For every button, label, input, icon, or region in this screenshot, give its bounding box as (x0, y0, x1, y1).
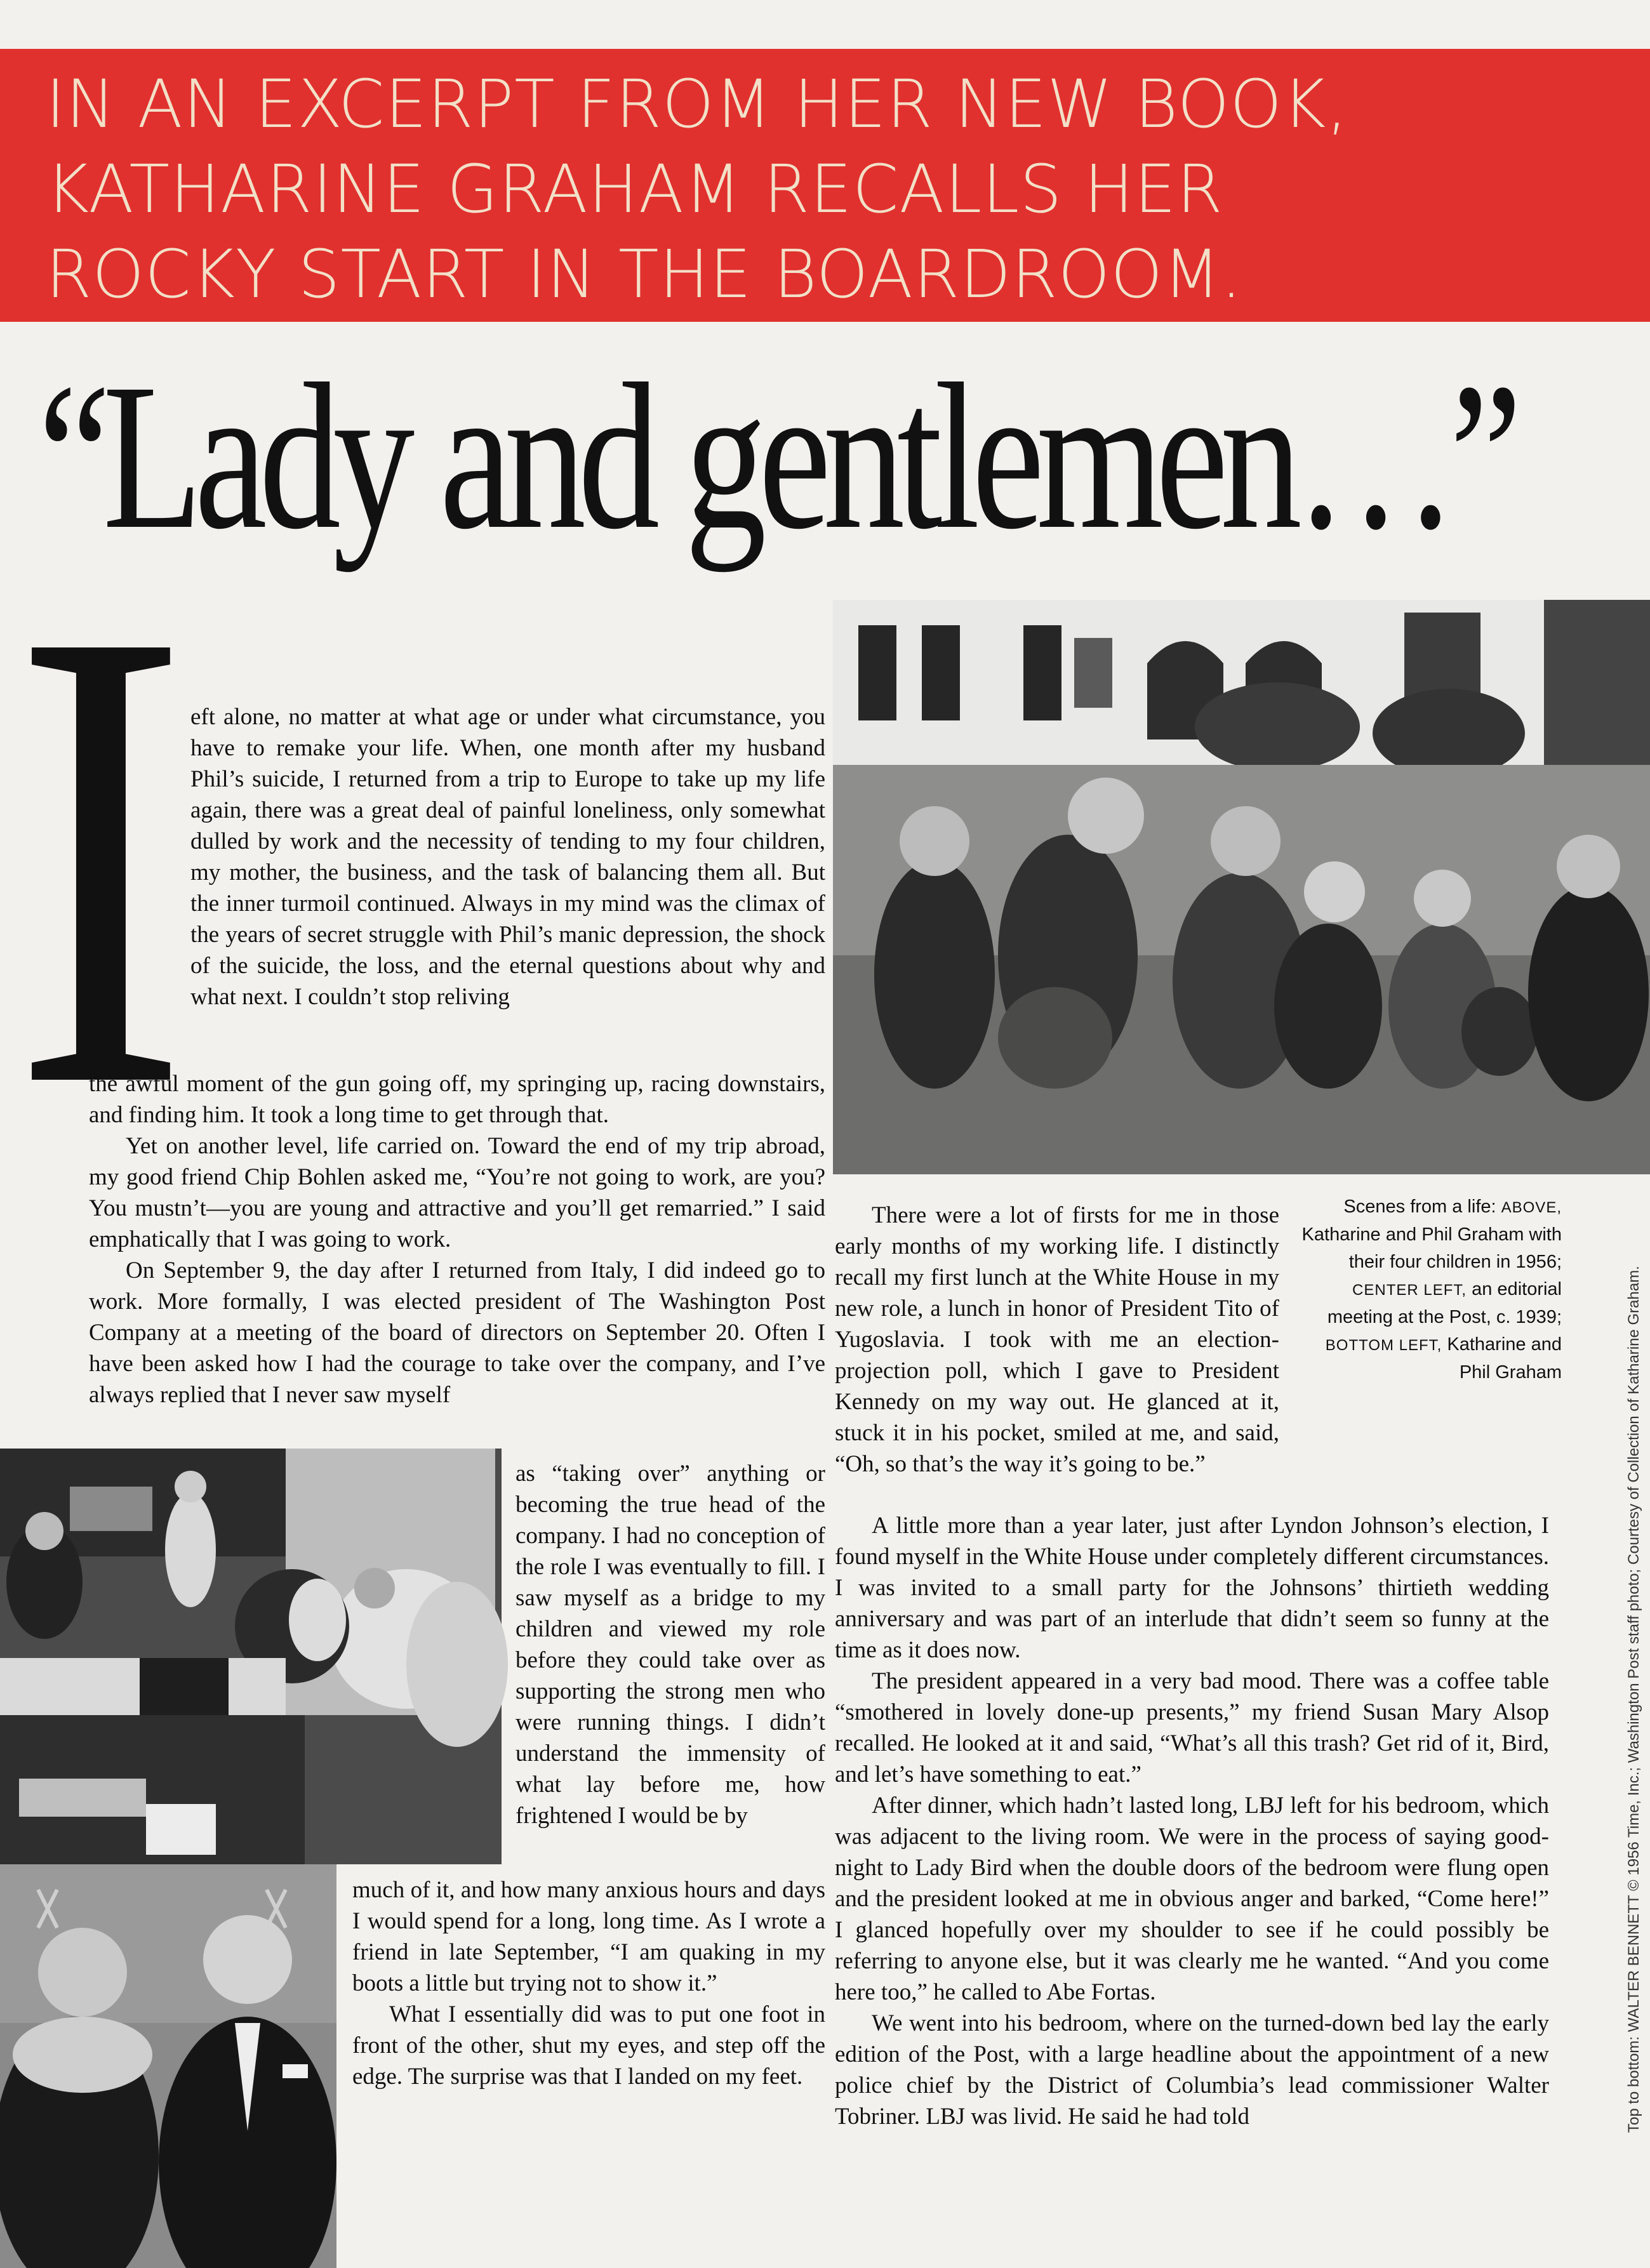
column-2-intro (835, 1200, 1279, 1480)
paragraph: There were a lot of firsts for me in those early months of my working life. I distinctly recall my first lunch at the White House in my new role, a lunch in honor of President Tito of Yugoslavia. I took with me an election-projection poll, which I gave to President Kennedy on my way out. He glanced at it, stuck it in his pocket, smiled at me, and said, “Oh, so that’s the way it’s going to be.” (835, 1202, 1279, 1477)
paragraph: We went into his bedroom, where on the turned-down bed lay the early edition of the Post, with a large headline about the appointment of a new police chief by the District of Columbia’s lead commissioner Walter Tobriner. LBJ was livid. He said he had told (835, 2010, 1549, 2130)
paragraph: much of it, and how many anxious hours and days I would spend for a long, long time. As I wrote a friend in late September, “I am quaking in my boots a little but trying not to show it.” (352, 1877, 825, 1996)
column-1-lower (352, 1874, 825, 2092)
caption-text: an editorial meeting at the Post, c. 1939; (1327, 1279, 1562, 1327)
paragraph: as “taking over” anything or becoming the true head of the company. I had no conception of the role I was eventually to fill. I saw myself as a bridge to my children and viewed my role before they could take over as supporting the strong men who were running things. I didn’t understand the immensity of what lay before me, how frightened I would be by (516, 1461, 825, 1829)
column-2-body (835, 1510, 1549, 2132)
article-headline (38, 330, 1625, 584)
paragraph: Yet on another level, life carried on. Toward the end of my trip abroad, my good friend Chip Bohlen asked me, “You’re not going to work, are you? You mustn’t—you are young and attractive and you’ll get remarried.” I said emphatically that I was going to work. (89, 1133, 825, 1252)
column-1-narrow (516, 1458, 825, 1831)
column-1-body (89, 1068, 825, 1410)
paragraph: the awful moment of the gun going off, my springing up, racing downstairs, and finding him. It took a long time to get through that. (89, 1071, 825, 1128)
banner-line: IN AN EXCERPT FROM HER NEW BOOK, (46, 65, 1348, 143)
paragraph: After dinner, which hadn’t lasted long, LBJ left for his bedroom, which was adjacent to the living room. We were in the process of saying good-night to Lady Bird when the double doors of the bedroom were flung open and the president looked at me in obvious anger and barked, “Come here!” I glanced hopefully over my shoulder to see if he could possibly be referring to anyone else, but it was clearly me he wanted. “And you come here too,” he called to Abe Fortas. (835, 1793, 1549, 2005)
caption-text: Katharine and Phil Graham (1442, 1334, 1562, 1383)
paragraph: eft alone, no matter at what age or under what circumstance, you have to remake your life. When, one month after my husband Phil’s suicide, I returned from a trip to Europe to take up my life again, there was a great deal of painful loneliness, only somewhat dulled by work and the necessity of tending to my four children, my mother, the business, and the task of balancing them all. But the inner turmoil continued. Always in my mind was the climax of the years of secret struggle with Phil’s manic depression, the shock of the suicide, the loss, and the eternal questions about why and what next. I couldn’t stop reliving (190, 704, 825, 1010)
drop-cap: I (13, 491, 189, 1223)
caption-lead: Scenes from a life: (1343, 1197, 1501, 1217)
editorial-meeting-photo (0, 1449, 502, 1864)
column-1-intro (190, 701, 825, 1012)
paragraph: The president appeared in a very bad mood. There was a coffee table “smothered in lovely done-up presents,” my friend Susan Mary Alsop recalled. He looked at it and said, “What’s all this trash? Get rid of it, Bird, and let’s have something to eat.” (835, 1668, 1549, 1787)
paragraph: A little more than a year later, just after Lyndon Johnson’s election, I found myself in the White House under completely different circumstances. I was invited to a small party for the Johnsons’ thirtieth wedding anniversary and was part of an interlude that didn’t seem so funny at the time as it does now. (835, 1513, 1549, 1663)
katharine-and-phil-photo (0, 1864, 336, 2268)
caption-tag: BOTTOM LEFT, (1325, 1337, 1442, 1354)
caption-text: Katharine and Phil Graham with their four children in 1956; (1301, 1224, 1562, 1272)
caption-tag: CENTER LEFT, (1352, 1282, 1467, 1299)
banner-deck (46, 62, 1620, 317)
headline-banner (0, 49, 1650, 322)
banner-line: KATHARINE GRAHAM RECALLS HER (46, 150, 1223, 228)
photo-caption (1295, 1193, 1562, 1386)
photo-credit: Top to bottom: WALTER BENNETT © 1956 Time, Inc.; Washington Post staff photo; Courtesy of Collection of Katharine Graham. (1625, 1266, 1642, 2133)
caption-tag: ABOVE, (1501, 1199, 1562, 1216)
family-photo (833, 600, 1650, 1174)
headline-text: “Lady and gentlemen…” (38, 341, 1515, 573)
paragraph: On September 9, the day after I returned from Italy, I did indeed go to work. More formally, I was elected president of The Washington Post Company at a meeting of the board of directors on September 20. Often I have been asked how I had the courage to take over the company, and I’ve always replied that I never saw myself (89, 1257, 825, 1408)
paragraph: What I essentially did was to put one foot in front of the other, shut my eyes, and step off the edge. The surprise was that I landed on my feet. (352, 2001, 825, 2090)
banner-line: ROCKY START IN THE BOARDROOM. (46, 235, 1243, 313)
